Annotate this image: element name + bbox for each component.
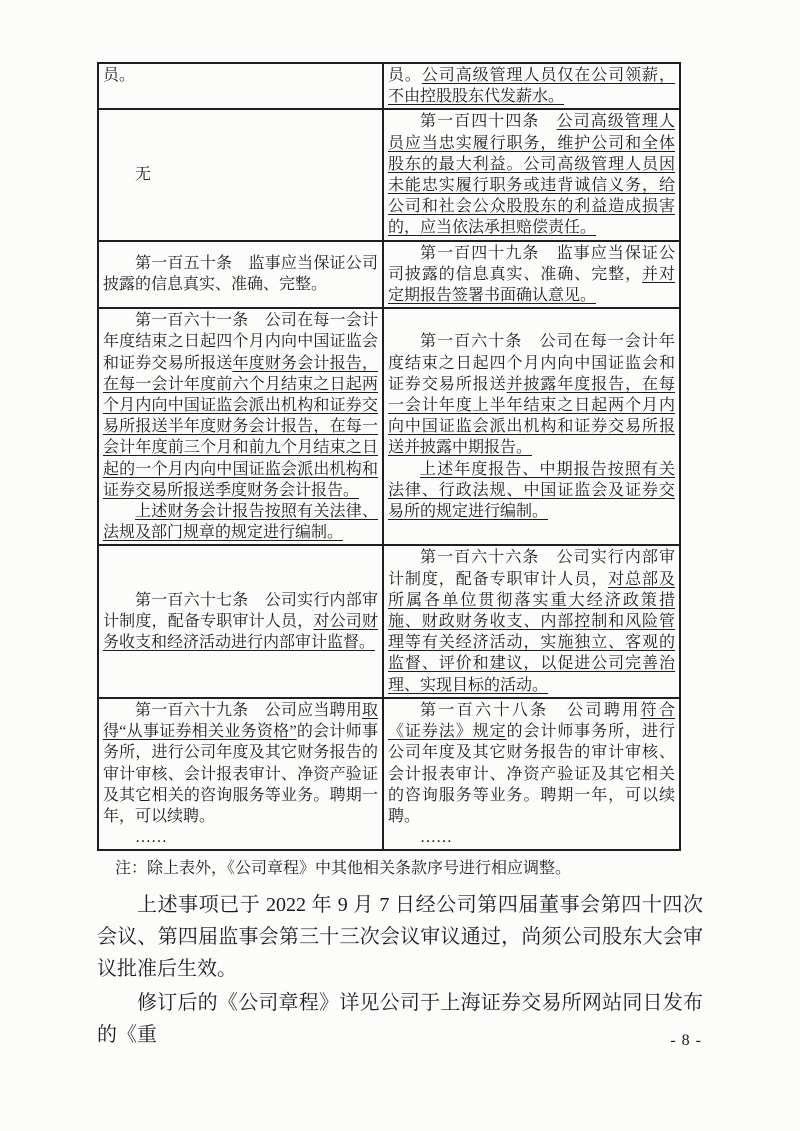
revised-text-run: 上述财务会计报告按照有关法律、法规及部门规章的规定进行编制。 <box>103 503 378 542</box>
revised-charter-paragraph: 修订后的《公司章程》详见公司于上海证券交易所网站同日发布的《重 <box>97 992 703 1047</box>
cell-paragraph <box>103 827 378 848</box>
table-cell-left <box>98 545 383 697</box>
table-cell-left <box>98 109 383 240</box>
table-cell-left <box>98 63 383 109</box>
cell-paragraph <box>103 164 378 185</box>
cell-paragraph <box>103 253 378 295</box>
text-run: …… <box>420 829 452 847</box>
revised-text-run: 公司高级管理人员应当忠实履行职务，维护公司和全体股东的最大利益。公司高级管理人员因未能忠实履行职务或违背诚信义务，给公司和社会公众股股东的利益造成损害的，应当依法承担赔偿责任。 <box>388 113 675 237</box>
comparison-table-body <box>98 63 680 850</box>
table-row <box>98 545 680 697</box>
cell-paragraph <box>103 700 378 827</box>
text-run: 第一百六十条 公司在每一会计年度结束之日起四个月内向中国证监会和证券交易所报送 <box>388 333 675 393</box>
text-run: 第一百四十九条 监事应当保证公司披露的信息真实、准确、完整， <box>388 244 675 283</box>
revised-text-run: 符合《证券法》规定 <box>388 701 675 741</box>
revised-text-run: 年度财务会计报告，在每一会计年度前六个月结束之日起两个月内向中国证监会派出机构和证券交易所报送半年度财务会计报告，在每一会计年度前三个月和前九个月结束之日起的一个月内向中国证监会派出机构和证券交易所报送季度财务会计报告。 <box>103 354 378 499</box>
table-row <box>98 63 680 109</box>
articles-comparison-table <box>97 62 681 851</box>
table-row <box>98 109 680 240</box>
cell-paragraph <box>103 310 378 501</box>
table-cell-left <box>98 241 383 309</box>
cell-paragraph <box>103 501 378 543</box>
revised-text-run: 公司高级管理人员仅在公司领薪，不由控股股东代发薪水。 <box>388 67 675 106</box>
text-run: 第一百六十七条 公司实行内部审计制度，配备专职审计人员， <box>103 591 378 631</box>
cell-paragraph <box>388 65 675 107</box>
text-run: 第一百六十一条 公司在每一会计年度结束之日起四个月内向中国证监会和证券交易所报送 <box>103 312 378 372</box>
table-cell-right <box>383 109 680 240</box>
table-note: 注：除上表外，《公司章程》中其他相关条款序号进行相应调整。 <box>115 860 572 878</box>
cell-paragraph <box>388 243 675 307</box>
text-run: 员。 <box>388 67 422 84</box>
cell-paragraph <box>388 547 675 695</box>
cell-paragraph <box>388 111 675 238</box>
revised-text-run: 对总部及所属各单位贯彻落实重大经济政策措施、财政财务收支、内部控制和风险管理等有关经济活动，实施独立、客观的监督、评价和建议，以促进公司完善治理、实现目标的活动。 <box>388 570 675 694</box>
revised-text-run: 并对定期报告签署书面确认意见。 <box>388 265 675 305</box>
cell-paragraph <box>388 331 675 458</box>
approval-paragraph: 上述事项已于 2022 年 9 月 7 日经公司第四届董事会第四十四次会议、第四届监事会第三十三次会议审议通过，尚须公司股东大会审议批准后生效。 <box>97 894 703 981</box>
revised-text-run: 取得“从事证券相关业务资格” <box>103 701 378 741</box>
cell-paragraph <box>388 459 675 523</box>
cell-paragraph <box>388 700 675 827</box>
text-run: 第一百六十八条 公司聘用 <box>420 701 641 719</box>
after-table-text <box>97 857 703 1051</box>
page-number: - 8 - <box>670 1032 702 1049</box>
text-run: 无 <box>135 166 152 184</box>
table-cell-right <box>383 63 680 109</box>
text-run: …… <box>135 829 167 847</box>
table-cell-right <box>383 241 680 309</box>
table-row <box>98 698 680 850</box>
table-row <box>98 241 680 309</box>
revised-text-run: 对公司财务收支和经济活动进行内部审计监督。 <box>103 613 378 652</box>
cell-paragraph <box>103 590 378 654</box>
table-cell-left <box>98 698 383 850</box>
table-row <box>98 308 680 545</box>
table-cell-right <box>383 698 680 850</box>
cell-paragraph <box>103 65 378 86</box>
text-run: 员。 <box>103 67 136 84</box>
text-run: 第一百六十九条 公司应当聘用 <box>135 701 362 719</box>
text-run: 第一百四十四条 <box>420 113 557 131</box>
text-run: 第一百五十条 监事应当保证公司披露的信息真实、准确、完整。 <box>103 255 378 294</box>
text-run: 的会计师事务所，进行公司年度及其它财务报告的审计审核、会计报表审计、净资产验证及其它相关的咨询服务等业务。聘期一年，可以续聘。 <box>388 723 675 825</box>
cell-paragraph <box>388 827 675 848</box>
text-run: 第一百六十六条 公司实行内部审计制度，配备专职审计人员， <box>388 549 675 588</box>
revised-text-run: 并披露年度报告，在每一会计年度上半年结束之日起两个月内向中国证监会派出机构和证券交易所报送并披露中期报告。 <box>388 375 675 457</box>
revised-text-run: 上述年度报告、中期报告按照有关法律、行政法规、中国证监会及证券交易所的规定进行编制。 <box>388 460 675 521</box>
table-cell-right <box>383 545 680 697</box>
table-cell-left <box>98 308 383 545</box>
text-run: 的会计师事务所，进行公司年度及其它财务报告的审计审核、会计报表审计、净资产验证及其它相关的咨询服务等业务。聘期一年，可以续聘。 <box>103 723 378 825</box>
table-cell-right <box>383 308 680 545</box>
